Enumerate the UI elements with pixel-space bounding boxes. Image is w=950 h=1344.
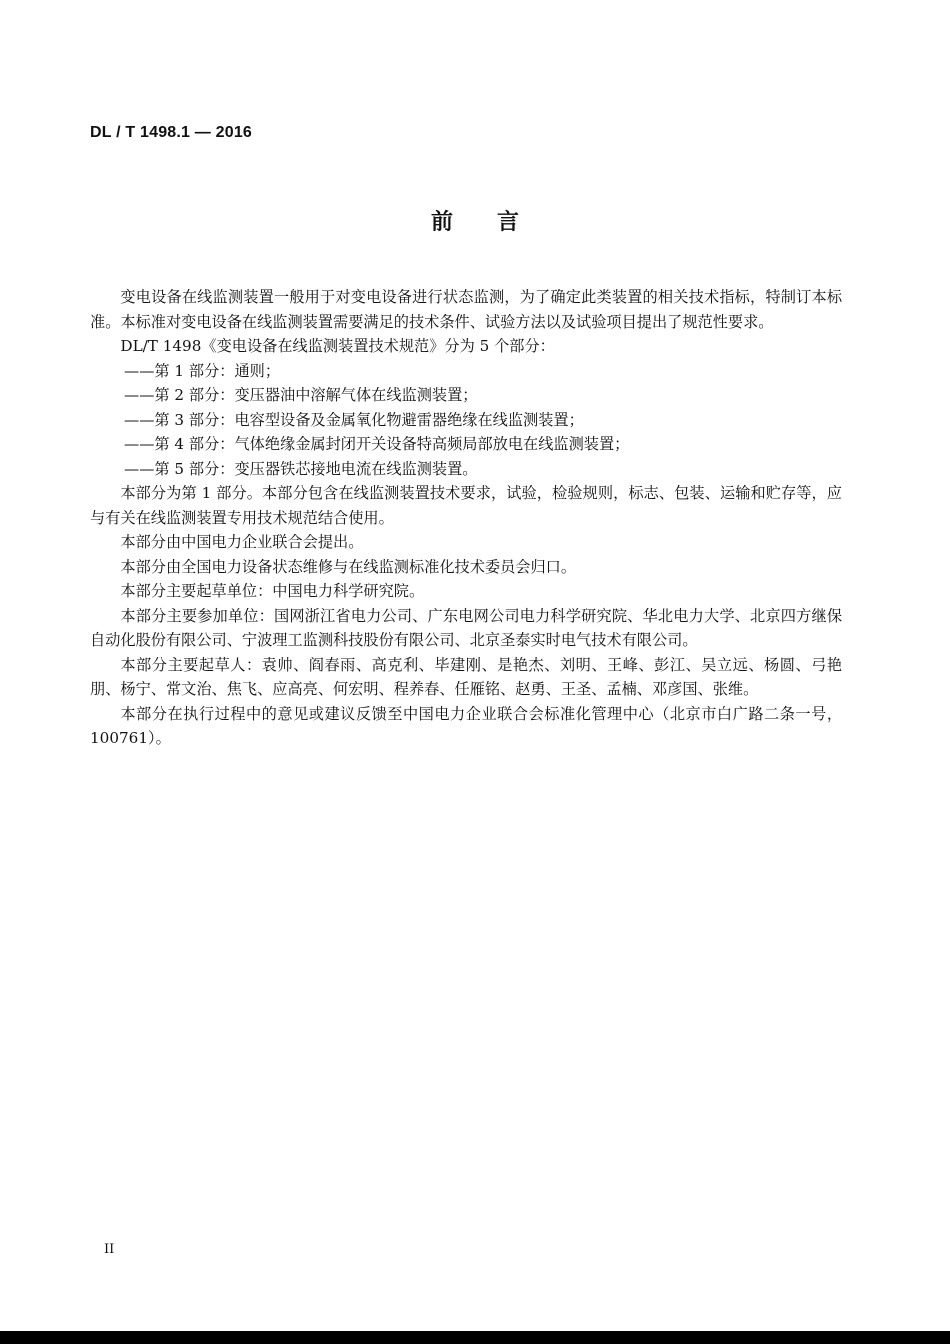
paragraph-feedback: 本部分在执行过程中的意见或建议反馈至中国电力企业联合会标准化管理中心（北京市白广路二条一号，100761）。 [90, 704, 842, 747]
paragraph-this-part: 本部分为第 1 部分。本部分包含在线监测装置技术要求，试验，检验规则，标志、包装、运输和贮存等，应与有关在线监测装置专用技术规范结合使用。 [90, 484, 842, 527]
paragraph-parts-overview: DL/T 1498《变电设备在线监测装置技术规范》分为 5 个部分： [120, 337, 555, 355]
standard-code: DL / T 1498.1 — 2016 [90, 124, 253, 141]
page-number: II [104, 1242, 115, 1257]
list-item-part-3: ——第 3 部分：电容型设备及金属氧化物避雷器绝缘在线监测装置； [124, 410, 584, 429]
paragraph-managed-by: 本部分由全国电力设备状态维修与在线监测标准化技术委员会归口。 [120, 557, 577, 576]
paragraph-proposed-by: 本部分由中国电力企业联合会提出。 [120, 533, 364, 551]
paragraph-participating-orgs: 本部分主要参加单位：国网浙江省电力公司、广东电网公司电力科学研究院、华北电力大学、北京四方继保自动化股份有限公司、宁波理工监测科技股份有限公司、北京圣泰实时电气技术有限公司。 [90, 606, 842, 649]
list-item-part-2: ——第 2 部分：变压器油中溶解气体在线监测装置； [124, 386, 478, 404]
foreword-body [90, 285, 842, 751]
list-item-part-4: ——第 4 部分：气体绝缘金属封闭开关设备特高频局部放电在线监测装置； [124, 435, 630, 453]
paragraph-intro: 变电设备在线监测装置一般用于对变电设备进行状态监测，为了确定此类装置的相关技术指标，特制订本标准。本标准对变电设备在线监测装置需要满足的技术条件、试验方法以及试验项目提出了规范性要求。 [90, 288, 842, 331]
list-item-part-5: ——第 5 部分：变压器铁芯接地电流在线监测装置。 [124, 459, 478, 478]
paragraph-drafters: 本部分主要起草人：袁帅、阎春雨、高克利、毕建刚、是艳杰、刘明、王峰、彭江、吴立远、杨圆、弓艳朋、杨宁、常文治、焦飞、应高亮、何宏明、程养春、任雁铭、赵勇、王圣、孟楠、邓彦国、张维。 [90, 655, 842, 698]
list-item-part-1: ——第 1 部分：通则； [124, 361, 281, 380]
paragraph-drafting-org: 本部分主要起草单位：中国电力科学研究院。 [120, 582, 425, 600]
page-title: 前言 [430, 210, 563, 235]
bottom-edge-bar [0, 1331, 950, 1344]
